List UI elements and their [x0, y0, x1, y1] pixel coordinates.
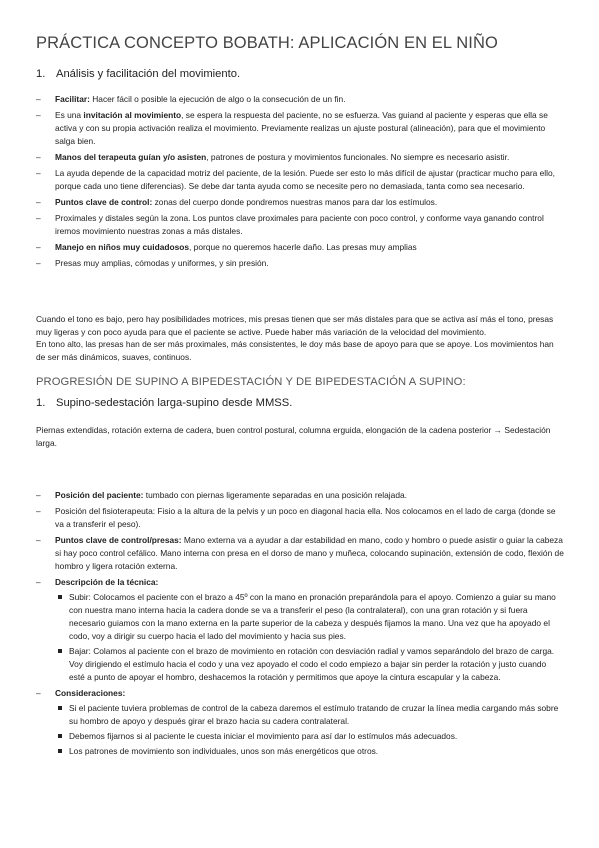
bullet-square-icon — [58, 734, 62, 738]
bullet-square-icon — [58, 649, 62, 653]
section-2-title: PROGRESIÓN DE SUPINO A BIPEDESTACIÓN Y DE BIPEDESTACIÓN A SUPINO: — [36, 376, 466, 388]
paragraph-high-tone: En tono alto, las presas han de ser más proximales, más consistentes, le doy más base de apoyo para que se apoye. Los movimientos han de ser más dinámicos, suaves, continuos. — [36, 339, 554, 363]
bullet-square-icon — [58, 749, 62, 753]
page-title: PRÁCTICA CONCEPTO BOBATH: APLICACIÓN EN EL NIÑO — [36, 34, 498, 52]
technique-step: Bajar: Colamos al paciente con el brazo de movimiento en rotación con desviación radial y vamos separándolo del brazo de carga. Voy dirigiendo el estímulo hacia el codo y una vez apoyado el codo el codo empiezo a bajar sin perder la rotación y justo cuando esté a punto de apoyar el hombro, deshacemos la rotación y permitimos que apoye la cintura escapular y la cabeza. — [36, 645, 564, 684]
list-item: – Puntos clave de control/presas: Mano externa va a ayudar a dar estabilidad en mano, codo y hombro o puede asistir o guiar la cabeza si hay poco control cefálico. Mano interna con presa en el dorso de mano y muñeca, colocando supinación, extensión de codo, flexión de hombro y ligera rotación externa. — [36, 535, 564, 571]
list-item: – Manejo en niños muy cuidadosos, porque no queremos hacerle daño. Las presas muy amplias — [36, 242, 417, 252]
list-item: – Puntos clave de control: zonas del cuerpo donde pondremos nuestras manos para dar los estímulos. — [36, 197, 438, 207]
section-1-list — [36, 93, 564, 273]
technique-step: Subir: Colocamos el paciente con el brazo a 45º con la mano en pronación preparándola para el apoyo. Comienzo a guiar su mano con nuestra mano interna hacia la cadera donde se va a transferir el peso (la contralateral), con una gran rotación y si fuera necesario guiamos con la mano externa en la parte superior de la cabeza y después fijamos la mano. Una vez que ha apoyado el codo, voy a dirigir su cuerpo hacia el lado del movimiento y hacia sus pies. — [36, 591, 564, 643]
section-2-subheading: 1. Supino-sedestación larga-supino desde MMSS. — [36, 397, 293, 409]
section-2-list — [36, 489, 564, 760]
list-item: – Posición del fisioterapeuta: Fisio a la altura de la pelvis y un poco en diagonal hacia ella. Nos colocamos en el lado de carga (donde se va a transferir el peso). — [36, 506, 556, 529]
list-item: – La ayuda depende de la capacidad motriz del paciente, de la lesión. Puede ser esto lo más difícil de ajustar (practicar mucho para ello, porque cada uno tiene diferencias). Se debe dar tanta ayuda como se necesite pero no demasiada, tanta como sea necesario. — [36, 168, 556, 191]
list-item: – Posición del paciente: tumbado con piernas ligeramente separadas en una posición relajada. — [36, 490, 407, 500]
section-1-heading: 1. Análisis y facilitación del movimiento. — [36, 68, 241, 80]
paragraph-low-tone: Cuando el tono es bajo, pero hay posibilidades motrices, mis presas tienen que ser más distales para que se activa así más el tono, presas muy ligeras y con poco ayuda para que el paciente se active. Puede haber más variación de la velocidad del movimiento. — [36, 314, 554, 338]
list-item: – Facilitar: Hacer fácil o posible la ejecución de algo o la consecución de un fin. — [36, 94, 346, 104]
list-item: – Consideraciones: — [36, 688, 126, 698]
list-item: – Es una invitación al movimiento, se espera la respuesta del paciente, no se esfuerza. Vas guiand al paciente y esperas que ella se activa y con su propia activación realiza el movimiento. Previamente realizas un ajuste postural (alineación), para que el movimiento salga bien. — [36, 110, 548, 146]
bullet-square-icon — [58, 706, 62, 710]
list-item: – Proximales y distales según la zona. Los puntos clave proximales para paciente con poco control, y conforme vaya ganando control iremos movimiento nuestras zonas a más distales. — [36, 213, 544, 236]
list-item: – Presas muy amplias, cómodas y uniformes, y sin presión. — [36, 258, 269, 268]
consideration-item: Si el paciente tuviera problemas de control de la cabeza daremos el estímulo tratando de cruzar la línea media cargando más sobre su hombro de apoyo y después girar el brazo hacia su cadera contralateral. — [36, 702, 564, 728]
consideration-item: Los patrones de movimiento son individuales, unos son más energéticos que otros. — [36, 745, 564, 758]
section-2-intro: Piernas extendidas, rotación externa de cadera, buen control postural, columna erguida, elongación de la cadena posterior → Sedestación larga. — [36, 425, 551, 449]
bullet-square-icon — [58, 595, 62, 599]
list-item: – Manos del terapeuta guían y/o asisten, patrones de postura y movimientos funcionales. No siempre es necesario asistir. — [36, 152, 510, 162]
list-item: – Descripción de la técnica: — [36, 577, 159, 587]
consideration-item: Debemos fijarnos si al paciente le cuesta iniciar el movimiento para así dar lo estímulos más adecuados. — [36, 730, 564, 743]
